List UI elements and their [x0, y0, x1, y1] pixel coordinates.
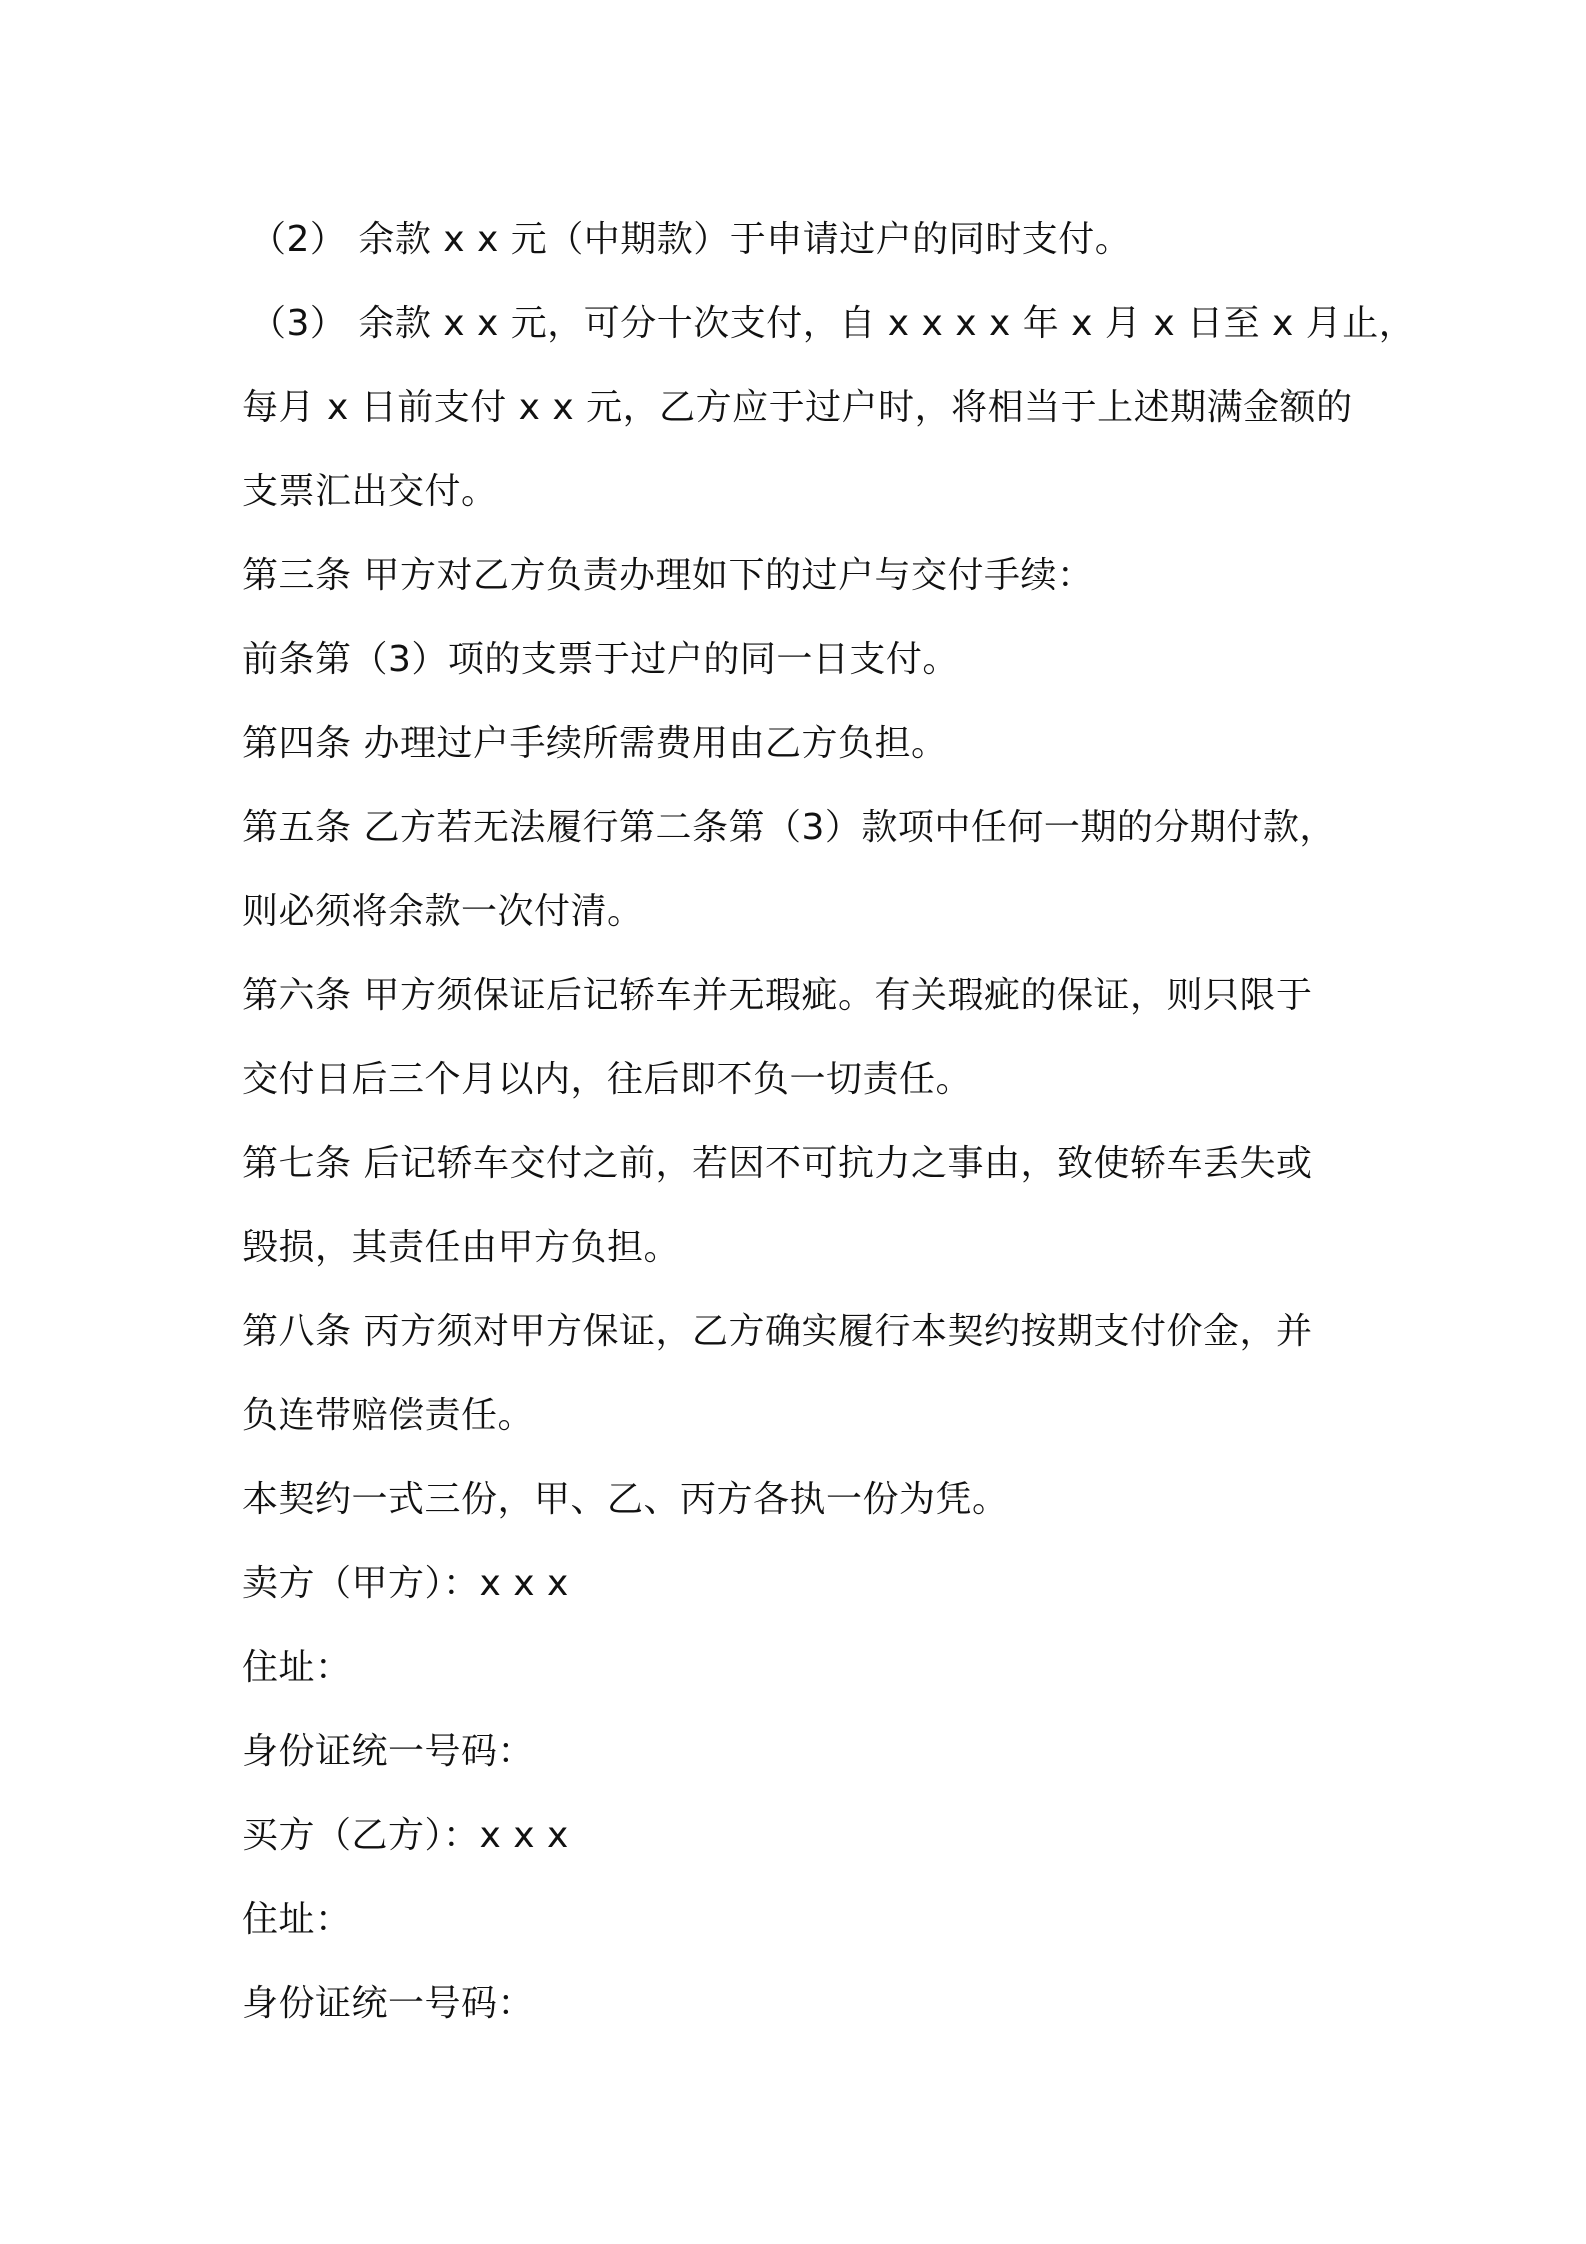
clause-2-3-line-3: 支票汇出交付。	[242, 471, 498, 512]
article-7-line-2: 毁损，其责任由甲方负担。	[242, 1227, 681, 1268]
copies-statement: 本契约一式三份，甲、乙、丙方各执一份为凭。	[242, 1479, 1009, 1520]
article-5-line-1: 第五条 乙方若无法履行第二条第（3）款项中任何一期的分期付款，	[242, 807, 1336, 848]
article-7-line-1: 第七条 后记轿车交付之前，若因不可抗力之事由，致使轿车丢失或	[242, 1143, 1313, 1184]
buyer-name: 买方（乙方）：x x x	[242, 1815, 569, 1856]
article-6-line-1: 第六条 甲方须保证后记轿车并无瑕疵。有关瑕疵的保证，则只限于	[242, 975, 1313, 1016]
seller-id-number: 身份证统一号码：	[242, 1731, 535, 1772]
clause-2-3-line-2: 每月 x 日前支付 x x 元，乙方应于过户时，将相当于上述期满金额的	[242, 387, 1353, 428]
article-3-line: 第三条 甲方对乙方负责办理如下的过户与交付手续：	[242, 555, 1094, 596]
clause-2-2-line: （2） 余款 x x 元（中期款）于申请过户的同时支付。	[250, 219, 1132, 260]
article-3-detail-line: 前条第（3）项的支票于过户的同一日支付。	[242, 639, 959, 680]
seller-address: 住址：	[242, 1647, 352, 1688]
article-5-line-2: 则必须将余款一次付清。	[242, 891, 644, 932]
buyer-address: 住址：	[242, 1899, 352, 1940]
clause-2-3-line-1: （3） 余款 x x 元，可分十次支付，自 x x x x 年 x 月 x 日至 x 月止，	[250, 303, 1416, 344]
article-6-line-2: 交付日后三个月以内，往后即不负一切责任。	[242, 1059, 973, 1100]
article-8-line-1: 第八条 丙方须对甲方保证，乙方确实履行本契约按期支付价金，并	[242, 1311, 1313, 1352]
seller-name: 卖方（甲方）：x x x	[242, 1563, 569, 1604]
article-8-line-2: 负连带赔偿责任。	[242, 1395, 535, 1436]
contract-body	[242, 198, 1416, 2046]
article-4-line: 第四条 办理过户手续所需费用由乙方负担。	[242, 723, 948, 764]
buyer-id-number: 身份证统一号码：	[242, 1983, 535, 2024]
